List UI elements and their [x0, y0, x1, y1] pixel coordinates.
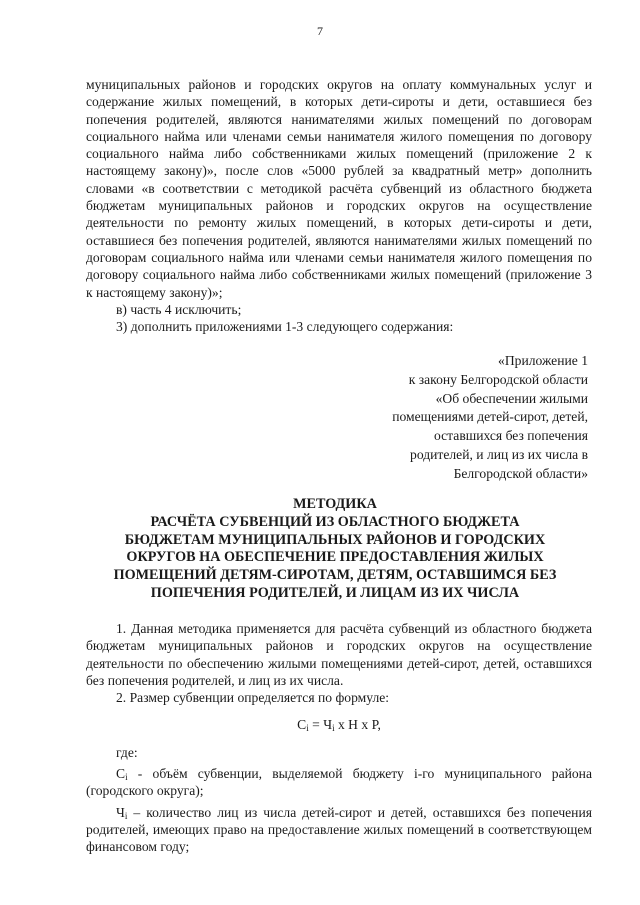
subvention-formula	[86, 716, 592, 733]
where-label: где:	[116, 744, 138, 760]
appendix-line: помещениями детей-сирот, детей,	[392, 409, 588, 425]
method-title	[80, 496, 590, 603]
paragraph-amendment: муниципальных районов и городских округов на оплату коммунальных услуг и содержание жилых помещений, в которых дети-сироты и дети, оставшиеся без попечения родителей, являются нанимателями жилых помещений по договорам социального найма или членами семьи нанимателя жилого помещения по договору социального найма либо собственниками жилых помещений (приложение 2 к настоящему закону)», после слов «5000 рублей за квадратный метр» дополнить словами «в соответствии с методикой расчёта субвенций из областного бюджета бюджетам муниципальных районов и городских округов на осуществление деятельности по ремонту жилых помещений, в которых дети-сироты и дети, оставшиеся без попечения родителей, являются нанимателями жилых помещений по договорам социального найма или членами семьи нанимателя жилого помещения по договору социального найма либо собственниками жилых помещений (приложение 3 к настоящему закону)»;	[86, 77, 592, 300]
appendix-line: родителей, и лиц из их числа в	[410, 446, 588, 462]
formula-lhs: С	[297, 717, 307, 733]
method-paragraph-1: 1. Данная методика применяется для расчёта субвенций из областного бюджета бюджетам муниципальных районов и городских округов на осуществление деятельности по обеспечению жилыми помещениями детей-сирот, детей, оставшихся без попечения родителей, и лиц из их числа.	[86, 621, 592, 688]
item-3: 3) дополнить приложениями 1-3 следующего содержания:	[116, 319, 454, 335]
title-line: ОКРУГОВ НА ОБЕСПЕЧЕНИЕ ПРЕДОСТАВЛЕНИЯ ЖИЛЫХ	[126, 549, 544, 566]
appendix-line: Белгородской области»	[453, 465, 588, 481]
method-body	[86, 620, 592, 856]
law-text-block	[86, 76, 592, 335]
formula-mid: = Ч	[308, 717, 333, 733]
title-line: РАСЧЁТА СУБВЕНЦИЙ ИЗ ОБЛАСТНОГО БЮДЖЕТА	[150, 513, 520, 530]
page-number: 7	[317, 24, 323, 38]
appendix-line: оставшихся без попечения	[434, 428, 588, 444]
definition-ch: $Ч_i$ – количество лиц из числа детей-сирот и детей, оставшихся без попечения родителей, имеющих право на предоставление жилых помещений в соответствующем финансовом году;	[86, 804, 592, 855]
title-line: ПОМЕЩЕНИЙ ДЕТЯМ-СИРОТАМ, ДЕТЯМ, ОСТАВШИМСЯ БЕЗ	[113, 567, 557, 584]
appendix-line: к закону Белгородской области	[408, 371, 588, 387]
item-v: в) часть 4 исключить;	[116, 301, 242, 317]
appendix-header	[328, 352, 588, 484]
title-line: БЮДЖЕТАМ МУНИЦИПАЛЬНЫХ РАЙОНОВ И ГОРОДСКИХ	[124, 531, 546, 548]
appendix-line: «Приложение 1	[498, 353, 588, 368]
title-line: ПОПЕЧЕНИЯ РОДИТЕЛЕЙ, И ЛИЦАМ ИЗ ИХ ЧИСЛА	[150, 584, 520, 601]
appendix-line: «Об обеспечении жилыми	[435, 390, 588, 406]
formula-subscript: i	[306, 723, 309, 734]
method-paragraph-2: 2. Размер субвенции определяется по формуле:	[116, 690, 390, 706]
formula-rest: х Н х Р,	[334, 717, 381, 733]
definition-c: $С_i$ - объём субвенции, выделяемой бюджету i-го муниципального района (городского округа);	[86, 766, 592, 799]
title-line: МЕТОДИКА	[293, 496, 377, 512]
formula-subscript: i	[332, 723, 335, 734]
